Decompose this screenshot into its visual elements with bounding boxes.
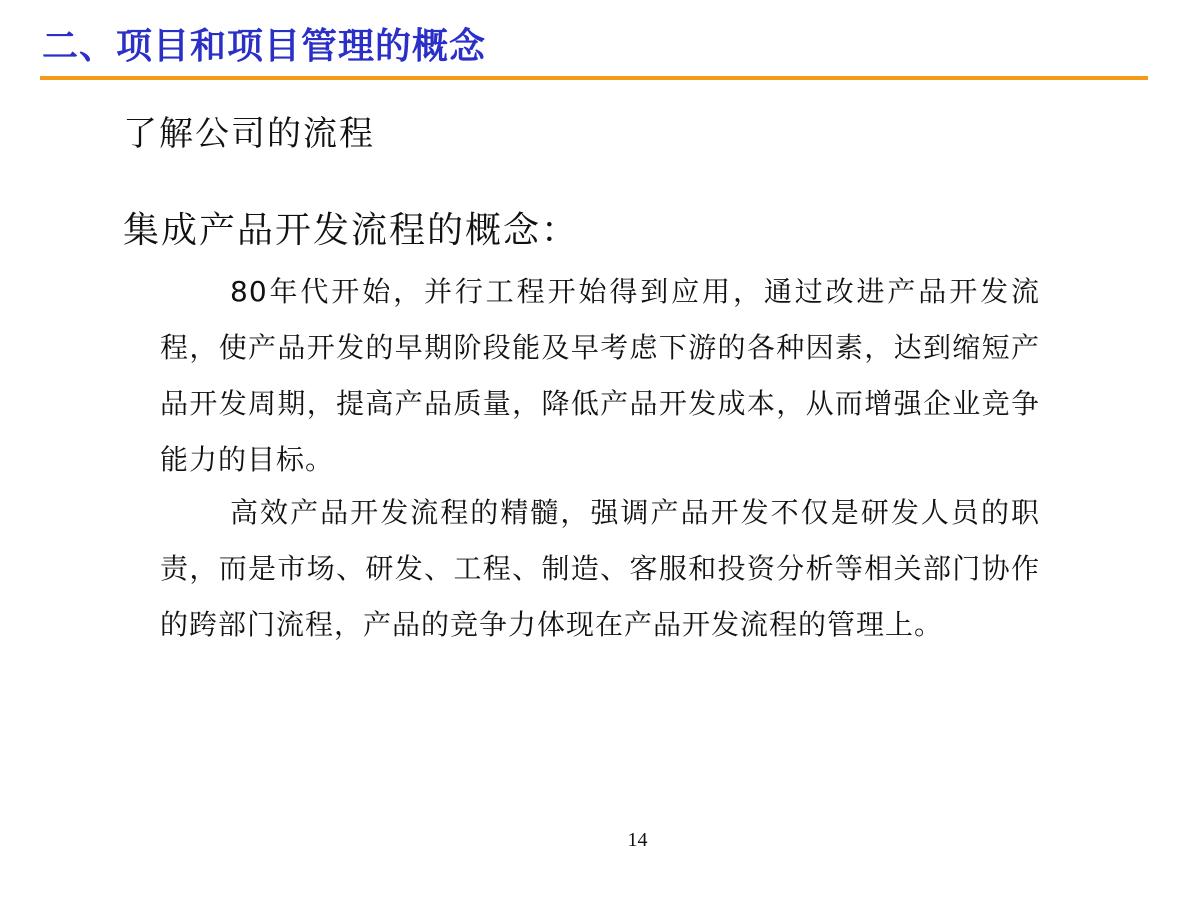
section-heading-ipd-concept: 集成产品开发流程的概念： [123, 210, 580, 251]
slide-title: 二、项目和项目管理的概念 [42, 26, 487, 67]
paragraph-ipd-essence: 高效产品开发流程的精髓，强调产品开发不仅是研发人员的职责，而是市场、研发、工程、制造、客服和投资分析等相关部门协作的跨部门流程，产品的竞争力体现在产品开发流程的管理上。 [160, 496, 1040, 641]
page-number: 14 [627, 829, 648, 851]
paragraph-ipd-history: 80年代开始，并行工程开始得到应用，通过改进产品开发流程，使产品开发的早期阶段能及早考虑下游的各种因素，达到缩短产品开发周期，提高产品质量，降低产品开发成本，从而增强企业竞争能力的目标。 [160, 275, 1040, 476]
title-divider [40, 76, 1148, 80]
section-heading-process: 了解公司的流程 [123, 114, 375, 154]
